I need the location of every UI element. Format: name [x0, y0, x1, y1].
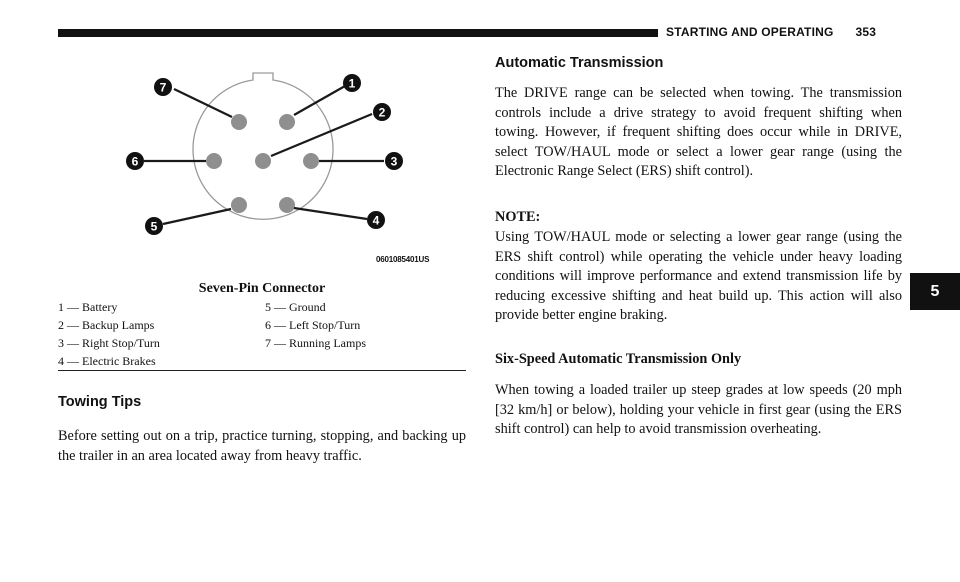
legend-item: 5 — Ground [265, 300, 326, 314]
legend-item [265, 353, 466, 370]
legend-item: 7 — Running Lamps [265, 336, 366, 350]
towing-tips-paragraph: Before setting out on a trip, practice turning, stopping, and backing up the trailer in an area located away from heavy traffic. [58, 428, 466, 464]
callout-2 [373, 103, 391, 121]
pin-legend [58, 299, 466, 370]
legend-item: 3 — Right Stop/Turn [58, 336, 160, 350]
legend-item: 2 — Backup Lamps [58, 318, 155, 332]
callout-2-label: 2 [378, 105, 386, 120]
connector-outline [193, 73, 333, 219]
leader-4 [294, 208, 367, 219]
figure-code: 0601085401US [376, 255, 430, 264]
note-label: NOTE: [495, 209, 541, 225]
callout-7-label: 7 [159, 80, 167, 95]
section-title: STARTING AND OPERATING [666, 25, 834, 39]
note-paragraph: Using TOW/HAUL mode or selecting a lower gear range (using the ERS shift control) while operating the vehicle under heavy loading conditions will improve performance and extend transmission life by reducing excessive shifting and heat build up. This action will also provide better engine braking. [495, 229, 902, 324]
pin-3 [303, 153, 319, 169]
leader-5 [163, 209, 231, 224]
callout-7 [154, 78, 172, 96]
legend-item: 6 — Left Stop/Turn [265, 318, 361, 332]
pin-7 [231, 114, 247, 130]
callout-6 [126, 152, 144, 170]
automatic-transmission-paragraph: The DRIVE range can be selected when towing. The transmission controls include a drive strategy to avoid frequent shifting when towing. However, if frequent shifting does occur while in DRIVE, select TOW/HAUL mode or select a lower gear range (using the Electronic Range Select (ERS) shift control). [495, 85, 902, 180]
callout-6-label: 6 [131, 154, 139, 169]
legend-item: 1 — Battery [58, 300, 118, 314]
towing-tips-heading: Towing Tips [58, 394, 142, 410]
pin-center [255, 153, 271, 169]
callout-1 [343, 74, 361, 92]
six-speed-subheading: Six-Speed Automatic Transmission Only [495, 351, 742, 367]
six-speed-paragraph: When towing a loaded trailer up steep grades at low speeds (20 mph [32 km/h] or below), holding your vehicle in first gear (using the ERS shift control) can help to avoid transmission overheating. [495, 382, 902, 438]
legend-divider [58, 370, 466, 371]
automatic-transmission-heading: Automatic Transmission [495, 55, 664, 71]
callout-4 [367, 211, 385, 229]
pin-5 [231, 197, 247, 213]
seven-pin-connector-diagram [120, 68, 450, 268]
pin-4 [279, 197, 295, 213]
figure-title: Seven-Pin Connector [198, 281, 326, 296]
chapter-tab: 5 [910, 273, 960, 310]
page-number: 353 [855, 25, 877, 39]
header-rule [58, 29, 658, 37]
callout-5 [145, 217, 163, 235]
pin-6 [206, 153, 222, 169]
callout-3 [385, 152, 403, 170]
pin-1 [279, 114, 295, 130]
callout-1-label: 1 [348, 76, 356, 91]
callout-5-label: 5 [150, 219, 158, 234]
callout-4-label: 4 [372, 213, 380, 228]
running-header [666, 25, 876, 39]
callout-3-label: 3 [390, 154, 398, 169]
legend-item: 4 — Electric Brakes [58, 354, 156, 368]
